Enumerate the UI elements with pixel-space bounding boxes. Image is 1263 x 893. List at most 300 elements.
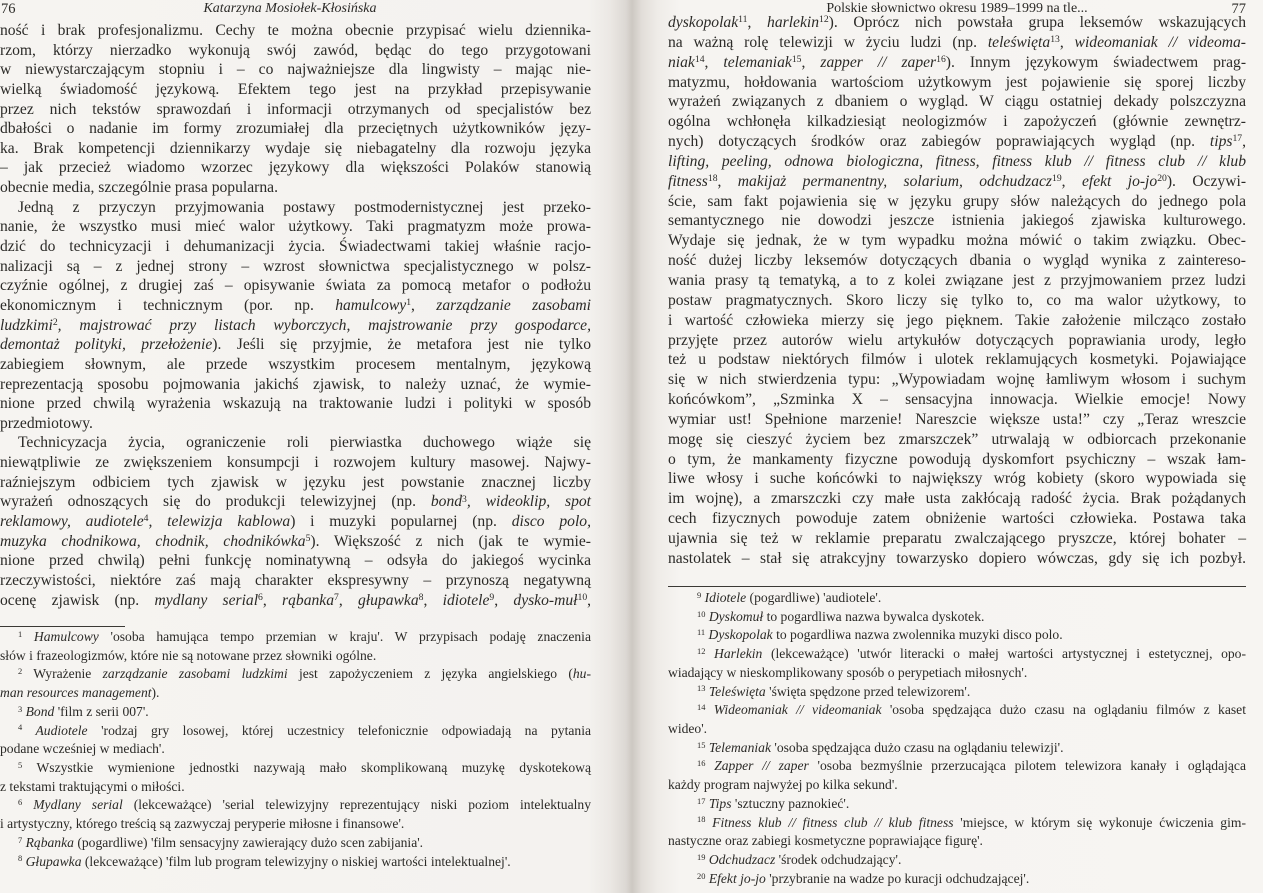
text-run: nalizacji są – z jednej strony – wzrost słownictwa specjalistycznego w polsz- [0,257,591,275]
text-line [668,231,1246,251]
footnote [668,589,1246,608]
text-line [668,469,1246,489]
footnote-ref: 10 [697,608,706,619]
text-run: 'sztuczny paznokieć'. [731,795,850,811]
text-line [0,355,591,375]
text-run: 'środek odchudzający'. [775,852,902,868]
text-line [0,80,591,100]
text-line [0,703,591,722]
text-run: raźniejszym odbiciem tych zjawisk w języku jest powstanie znacznej liczby [0,473,591,491]
text-run: im wojnę), a zmarszczki czy małe usta zakłócają radość życia. Brak pożądanych [668,490,1246,508]
text-line [668,795,1246,814]
text-run: cech fizycznych powoduje zatem obniżenie wartości człowieka. Postawa taka [668,510,1246,528]
text-line [668,112,1246,132]
text-line [668,390,1246,410]
text-line [0,551,591,571]
text-line [0,158,591,178]
text-line [668,73,1246,93]
text-line [0,257,591,277]
text-line [668,529,1246,549]
italic-term: tips [1209,133,1233,151]
italic-term: Bond [22,703,55,719]
text-run: to pogardliwa nazwa zwolennika muzyki disco polo. [772,627,1063,643]
text-run: – jak przecież wiadomo wzorzec językowy dla większości Polaków stanowią [0,159,591,177]
text-line [0,684,591,703]
italic-term: lifting, peeling, odnowa biologiczna, fitness, fitness klub // fitness club // klub [668,152,1246,170]
text-run: na ważną rolę telewizji w życiu ludzi (np. [668,33,988,51]
text-line [668,311,1246,331]
footnote-ref: 17 [1232,133,1243,145]
footnote [0,759,591,796]
text-line [668,489,1246,509]
footnote [0,834,591,853]
footnote [668,739,1246,758]
text-run: , [1059,33,1075,51]
italic-term: rąbanka [282,591,335,609]
text-line [0,834,591,853]
text-run: nione przed chwilą wyrażenia wskazują na traktowanie ludzi i polityki w sposób [0,395,591,413]
footnote [0,665,591,702]
text-line [668,430,1246,450]
footnote-ref: 10 [577,591,588,603]
text-line [0,591,591,611]
footnote [0,703,591,722]
text-run: 'osoba hamująca tempo przemian w kraju'. W przypisach podaję znaczenia [98,629,591,644]
text-run: 'osoba bezmyślnie przerzucająca pilotem telewizora kanały i oglądająca [808,758,1246,774]
text-run: mogę się cieszyć życiem bez zmarszczek” utrwalają w odbiorcach przekonanie [668,430,1246,448]
text-line [0,237,591,257]
text-run: , [747,14,768,31]
footnote-ref: 15 [791,53,802,65]
text-run: ście, sam fakt pojawienia się w języku grupy słów należących do jednego pola [668,192,1246,210]
text-line [668,851,1246,870]
text-line [0,139,591,159]
text-run: ) i muzyki popularnej (np. [290,513,512,531]
footnote-ref: 7 [334,591,339,603]
paragraph [0,433,591,610]
italic-term: telemaniak [723,53,792,71]
text-run: Jedną z przyczyn przyjmowania postawy postmodernistycznej jest przeko- [18,198,591,216]
italic-term: Telemaniak [705,739,771,755]
text-run: ogólna wchłonęła kilkadziesiąt neologizmów i zapożyczeń (głównie zewnętrz- [668,113,1246,131]
text-line [668,720,1246,739]
footnote-ref: 19 [697,851,706,862]
text-line [0,375,591,395]
italic-term: demontaż polityki, przełożenie [0,336,213,354]
text-line [668,645,1246,664]
text-line [668,626,1246,645]
text-run: (lekceważące) 'film lub program telewizyjny o niskiej wartości intelektualnej'. [81,853,511,869]
italic-term: , majstrować przy listach wyborczych, majstrowanie przy gospodarce, [57,316,591,334]
text-run: matyzmu, hołdowania wartościom użytkowym jest pojawienie się sporej liczby [668,73,1246,91]
text-line [0,296,591,316]
text-run: 'osoba spędzająca dużo czasu na oglądaniu telewizji'. [771,739,1064,755]
text-run: w niewystarczającym stopniu i – co najważniejsze dla lingwisty – mając nie- [0,61,591,79]
footnote [0,853,591,872]
text-line [668,370,1246,390]
text-line [668,450,1246,470]
italic-term: reklamowy, audiotele [0,513,144,531]
text-run: przedmiotowy. [0,414,93,432]
text-line [668,683,1246,702]
text-run: reprezentacją sposobu pojmowania jakichś zjawisk, to należy uznać, że wymie- [0,375,591,393]
italic-term: ludzkimi [0,316,53,334]
italic-term: Zapper // zaper [705,758,809,774]
text-run: postaw pragmatycznych. Skoro liczy się tylko to, co ma walor użytkowy, to [668,291,1246,309]
text-line [0,433,591,453]
text-line [0,453,591,473]
text-run: obecnie media, szczególnie prasa popularna. [0,179,278,197]
footnote-ref: 3 [462,493,467,505]
footnote-ref: 20 [697,870,706,881]
text-line [0,21,591,41]
text-run: ność dużej liczby leksemów dotyczących dbania o wygląd wynika z zaintereso- [668,252,1246,270]
italic-term: , wideoklip, spot [466,493,591,511]
text-run: semantycznego nie dowodzi jeszcze istnienia jakiegoś zjawiska kulturowego. [668,212,1246,230]
italic-term: niak [668,53,695,71]
footnote-ref: 1 [18,628,23,639]
text-line [668,291,1246,311]
text-line [0,492,591,512]
text-line [0,276,591,296]
text-run: , [1061,172,1082,190]
text-run: się w nich stwierdzenia typu: „Wypowiadam wojnę łamliwym włosom i suchym [668,371,1246,389]
text-run: , [704,53,724,71]
footnote [668,795,1246,814]
text-line [668,776,1246,795]
italic-term: makijaż permanentny, solarium, odchudzacz [737,172,1052,190]
text-run: dbałości o nadanie im formy zrozumiałej dla przeciętnych użytkowników języ- [0,120,591,138]
footnote-ref: 17 [697,795,706,806]
text-run: ność i brak profesjonalizmu. Cechy te można obecnie przypisać wielu dziennika- [0,22,591,39]
text-run: (lekceważące) 'utwór literacki o małej wartości artystycznej i estetycznej, opo- [762,646,1246,662]
text-run: nione przed chwilą) pełni funkcję nominatywną – odsyła do jakiegoś wycinka [0,552,591,570]
text-line [668,739,1246,758]
text-line [0,815,591,834]
footnote [668,814,1246,851]
footnote-ref: 16 [936,53,946,65]
text-run: 'rodzaj gry losowej, której uczestnicy telefonicznie odpowiadają na pytania [87,722,592,738]
text-line [668,589,1246,608]
text-run: wyrażeń odnoszących się do produkcji telewizyjnej (np. [0,493,431,511]
italic-term: dysko-muł [513,591,578,609]
footnote-ref: 13 [1050,34,1060,46]
italic-term: Dyskomuł [705,608,764,624]
footnote-ref: 3 [18,703,23,714]
text-run: ). Oczywi- [1166,172,1247,190]
text-run: każdy program najwyżej po kilka sekund'. [668,777,898,793]
footnote-ref: 13 [697,683,706,694]
text-line [0,41,591,61]
text-line [0,853,591,872]
right-page [668,0,1246,893]
italic-term: Wideomaniak // videomaniak [705,702,882,718]
italic-term: Harlekin [705,646,763,662]
text-run: czyźnie ogólnej, z drugiej zaś – opisywanie świata za pomocą metafor o podłożu [0,277,591,295]
text-line [668,832,1246,851]
footnote-ref: 14 [697,702,706,713]
text-line [0,473,591,493]
text-line [0,647,591,666]
text-run: ). Innym językowym świadectwem prag- [945,53,1247,71]
footnote-ref: 18 [707,172,718,184]
italic-term: , telewizja kablowa [148,513,291,531]
italic-term: teleświęta [987,33,1051,51]
italic-term: Idiotele [701,590,747,605]
text-line [668,549,1246,569]
text-line [668,701,1246,720]
footnote-ref: 6 [18,797,23,808]
body-text [0,21,591,610]
footnote [0,722,591,759]
text-line [0,178,591,198]
text-line [668,192,1246,212]
italic-term: zarządzanie zasobami [436,296,592,314]
footnote [0,796,591,833]
text-run: i artystyczny, którego treścią są zazwyczaj peryperie miłosne i finansowe'. [0,816,405,832]
footnotes [668,589,1246,889]
footnote-ref: 12 [819,14,829,26]
text-run: nastyczne oraz zabiegi kosmetyczne poprawiające figurę'. [668,833,983,849]
italic-term: Fitness klub // fitness club // klub fitness [705,814,954,830]
text-line [668,132,1246,152]
text-run: liwe włosy i suche końcówki to największy wróg kobiety (skoro wypowiada się [668,470,1246,488]
italic-term: mydlany serial [154,591,259,609]
italic-term: hu- [572,666,591,682]
italic-term: wideomaniak // videoma- [1074,33,1246,51]
italic-term: Dyskopolak [705,627,773,643]
footnote [668,757,1246,794]
text-run: Technicyzacja życia, ograniczenie roli pierwiastka duchowego wiąże się [18,434,591,452]
text-run: 'miejsce, w którym się wykonuje ćwiczenia gim- [953,814,1246,830]
text-run: (pogardliwe) 'film sensacyjny zawierający dużo scen zabijania'. [73,834,424,850]
text-line [668,814,1246,833]
text-run: rzom, którzy nierzadko wykonują swój zawód, będąc do tego przygotowani [0,41,591,59]
text-line [668,608,1246,627]
page-number: 76 [1,1,16,17]
text-line [0,796,591,815]
text-line [0,628,591,647]
paragraph [0,21,591,198]
text-line [668,410,1246,430]
text-run: o tym, że mankamenty fizyczne powodują dyskomfort psychiczny – wszak łam- [668,450,1246,468]
text-run: , [801,53,821,71]
italic-term: zapper // zaper [820,53,937,71]
text-line [0,217,591,237]
text-run: , [717,172,738,190]
text-run: słów i frazeologizmów, które nie są notowane przez słowniki ogólne. [0,647,377,663]
footnote-rule [668,586,1246,587]
italic-term: hamulcowy [335,296,407,314]
italic-term: głupawka [358,591,419,609]
text-run: z tekstami traktującymi o miłości. [0,778,185,794]
text-run: Wydaje się jednak, że w tym wypadku można mówić o takim związku. Obec- [668,232,1246,250]
text-run: przez nich tekstów sprawozdań i informacji otrzymanych od specjalistów bez [0,100,591,118]
italic-term: disco polo, [511,513,591,531]
text-line [0,414,591,434]
italic-term: Odchudzacz [705,852,776,868]
text-run: (lekceważące) 'serial telewizyjny reprezentujący niski poziom intelektualny [122,797,592,813]
text-line [0,512,591,532]
text-line [0,665,591,684]
text-line [0,100,591,120]
italic-term: muzyka chodnikowa, chodnik, chodnikówka [0,532,306,550]
running-head: Polskie słownictwo okresu 1989–1999 na tle... [826,1,1088,16]
text-line [668,211,1246,231]
text-run: to pogardliwa nazwa bywalca dyskotek. [763,608,985,624]
italic-term: fitness [668,172,708,190]
text-run: też u podstaw niektórych filmów i ulotek reklamujących kosmetyki. Pojawiające [668,351,1246,369]
footnote-ref: 4 [143,513,149,525]
text-run: dzić do technicyzacji i dehumanizacji życia. Świadectwami takiej właśnie racjo- [0,238,591,256]
text-line [668,172,1246,192]
footnote-ref: 2 [52,316,58,328]
footnote [668,870,1246,889]
italic-term: man resources management [0,685,152,701]
text-run: , [411,296,437,314]
text-run: , [262,591,283,609]
text-line [0,394,591,414]
footnote-ref: 5 [18,759,23,770]
text-line [668,350,1246,370]
text-run: 'film z serii 007'. [54,703,149,719]
text-run: , [494,591,514,609]
text-line [0,722,591,741]
footnote-rule [0,626,125,627]
text-line [668,271,1246,291]
footnote [668,683,1246,702]
text-run: Wyrażenie [22,666,103,682]
text-run: nych) dotyczących środków oraz zabiegów poprawiających wygląd (np. [668,133,1210,151]
footnote-ref: 19 [1052,172,1062,184]
paragraph [668,13,1246,569]
italic-term: dyskopolak [668,14,739,31]
text-run: ekonomicznym i technicznym (por. np. [0,296,336,314]
text-run: wania prasy tą tematyką, a to z kolei związane jest z przyjmowaniem przez ludzi [668,271,1246,289]
italic-term: idiotele [442,591,490,609]
italic-term: zarządzanie zasobami ludzkimi [102,666,288,682]
text-line [0,198,591,218]
text-run: 'osoba spędzająca dużo czasu na oglądaniu filmów z kaset [881,702,1246,718]
text-run: podane wcześniej w mediach'. [0,741,165,757]
italic-term: Teleświęta [705,683,766,699]
text-run: ). [151,685,160,701]
text-line [668,53,1246,73]
text-run: , [1242,133,1246,151]
text-run: niewątpliwie ze zwiększeniem konsumpcji i rozwojem kultury masowej. Najwy- [0,454,591,472]
text-run: ). Jeśli się przyjmie, że metafora jest nie tylko [212,336,591,354]
text-run: 'święta spędzone przed telewizorem'. [765,683,971,699]
footnote-ref: 15 [697,739,706,750]
text-run: jest zapożyczeniem z języka angielskiego ( [287,666,573,682]
text-run: wideo'. [668,721,708,737]
text-line [668,92,1246,112]
page-number: 77 [1231,1,1246,17]
footnote-ref: 7 [18,834,23,845]
footnote-ref: 4 [18,722,23,733]
text-run: , [338,591,358,609]
footnote [0,628,591,665]
text-run: nastolatek – stał się atrakcyjny towarzysko dopiero wówczas, gdy się ich pozbył. [668,549,1246,567]
text-line [668,152,1246,172]
footnote-ref: 11 [738,14,748,26]
text-line [0,60,591,80]
text-line [0,119,591,139]
text-run: wiadający w nieskomplikowany sposób o perypetiach miłosnych'. [668,664,1028,680]
text-run: wyrażeń związanych z dbaniem o wygląd. W ciągu ostatniej dekady polszczyzna [668,93,1246,111]
paragraph [0,198,591,434]
text-run: i wartość człowieka mierzy się jego pięknem. Takie założenie milcząco zostało [668,311,1246,329]
footnote-ref: 20 [1157,172,1167,184]
text-run: rzeczywistości, niektóre zaś mają charakter ekspresywny – przynoszą negatywną [0,571,591,589]
text-line [668,870,1246,889]
text-line [668,509,1246,529]
footnote-ref: 5 [305,532,311,544]
footnote-ref: 11 [697,627,706,638]
footnote-ref: 12 [697,645,706,656]
italic-term: Tips [705,795,732,811]
footnote-ref: 9 [697,589,702,600]
text-line [0,571,591,591]
italic-term: Głupawka [22,853,82,869]
text-run: końcówkom”, „Szminka X – sensacyjna innowacja. Wielkie emocje! Nowy [668,391,1246,409]
text-line [0,532,591,552]
text-run: ). Większość z nich (jak te wymie- [310,532,591,550]
footnote [668,851,1246,870]
text-line [668,331,1246,351]
footnotes [0,628,591,871]
text-line [668,33,1246,53]
footnote-ref: 9 [489,591,495,603]
footnote [668,626,1246,645]
footnote-ref: 18 [697,814,706,825]
text-run: (pogardliwe) 'audiotele'. [746,590,882,605]
footnote-ref: 6 [258,591,263,603]
text-run: wielką świadomość językową. Efektem tego jest na przykład przepisywanie [0,80,591,98]
italic-term: Hamulcowy [22,629,99,644]
footnote-ref: 16 [697,758,706,769]
left-page [0,0,591,893]
footnote [668,608,1246,627]
text-line [0,316,591,336]
text-line [668,664,1246,683]
footnote-ref: 8 [18,853,23,864]
italic-term: bond [430,493,463,511]
text-run: , [587,591,592,609]
text-run: 'przybranie na wadze po kuracji odchudzającej'. [765,870,1030,886]
text-line [668,13,1246,33]
footnote-ref: 14 [694,53,705,65]
text-run: ). Oprócz nich powstała grupa leksemów wskazujących [828,14,1247,31]
text-line [0,778,591,797]
text-line [0,335,591,355]
italic-term: efekt jo-jo [1081,172,1158,190]
text-run: ka. Brak kompetencji dziennikarzy wydaje się niebagatelny dla rozwoju języka [0,139,591,157]
text-run: Wszystkie wymienione jednostki nazywają mało skomplikowaną muzykę dyskotekową [22,760,591,776]
running-head: Katarzyna Mosiołek-Kłosińska [203,1,377,16]
text-run: wymiar ust! Spełnione marzenie! Nareszcie większe usta!” czy „Teraz wreszcie [668,410,1246,428]
text-run: ocenę zjawisk (np. [0,591,155,609]
footnote [668,645,1246,682]
body-text [668,13,1246,569]
italic-term: Efekt jo-jo [705,870,766,886]
text-run: przyjęte przez autorów wielu artykułów dotyczących poprawiania urody, legło [668,331,1246,349]
footnote-ref: 2 [18,666,23,677]
text-run: nanie, że wszystko musi mieć walor użytkowy. Taki pragmatyzm może prowa- [0,218,591,236]
italic-term: Audiotele [22,722,88,738]
text-line [668,251,1246,271]
text-run: zabiegiem słownym, ale przede wszystkim procesem mentalnym, językową [0,355,591,373]
